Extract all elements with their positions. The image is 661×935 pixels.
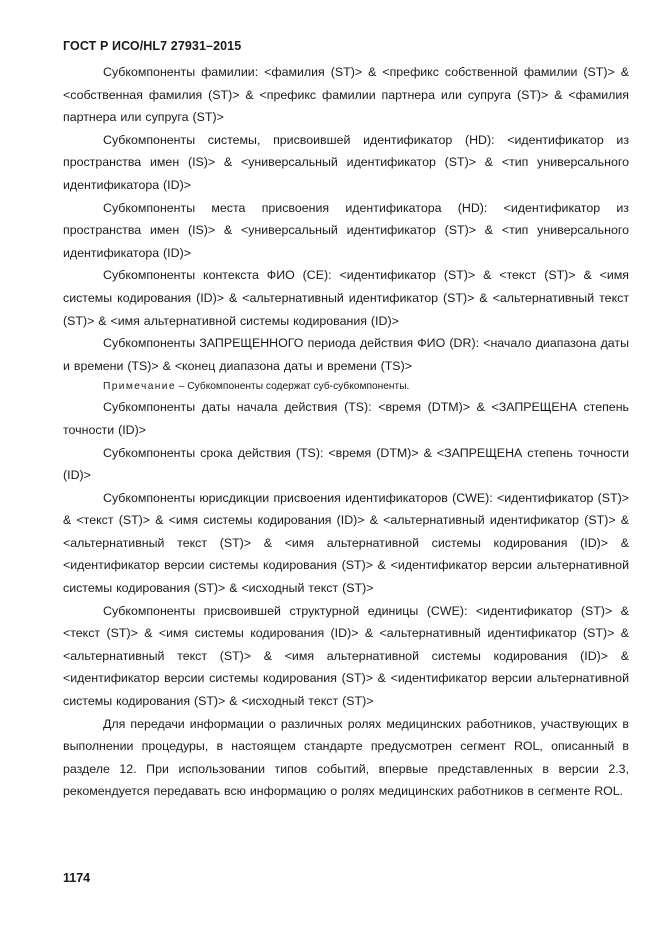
standard-header: ГОСТ Р ИСО/HL7 27931–2015 xyxy=(63,39,242,53)
paragraph-name-context-subcomponents: Субкомпоненты контекста ФИО (CE): <идентификатор (ST)> & <текст (ST)> & <имя системы кодирования (ID)> & <альтернативный идентификатор (ST)> & <альтернативный текст (ST)> & <имя альтернативной системы кодирования (ID)> xyxy=(63,268,629,328)
paragraph-name-validity-range-subcomponents: Субкомпоненты ЗАПРЕЩЕННОГО периода действия ФИО (DR): <начало диапазона даты и времени (TS)> & <конец диапазона даты и времени (TS)> xyxy=(63,336,629,373)
paragraph-surname-subcomponents: Субкомпоненты фамилии: <фамилия (ST)> & <префикс собственной фамилии (ST)> & <собственная фамилия (ST)> & <префикс фамилии партнера или супруга (ST)> & <фамилия партнера или супруга (ST)> xyxy=(63,65,629,125)
note-label: Примечание xyxy=(103,381,176,393)
paragraph-expiration-date-subcomponents: Субкомпоненты срока действия (TS): <время (DTM)> & <ЗАПРЕЩЕНА степень точности (ID)> xyxy=(63,445,629,483)
paragraph-effective-date-subcomponents: Субкомпоненты даты начала действия (TS): <время (DTM)> & <ЗАПРЕЩЕНА степень точности (ID)> xyxy=(63,400,629,437)
document-body xyxy=(63,61,629,803)
paragraph-assigning-system-subcomponents: Субкомпоненты системы, присвоившей идентификатор (HD): <идентификатор из пространства имен (IS)> & <универсальный идентификатор (ST)> & <тип универсального идентификатора (ID)> xyxy=(63,132,629,192)
paragraph-jurisdiction-subcomponents: Субкомпоненты юрисдикции присвоения идентификаторов (CWE): <идентификатор (ST)> & <текст (ST)> & <имя системы кодирования (ID)> & <альтернативный идентификатор (ST)> & <альтернативный текст (ST)> & <имя альтернативной системы кодирования (ID)> & <идентификатор версии системы кодирования (ST)> & <идентификатор версии альтернативной системы кодирования (ST)> & <исходный текст (ST)> xyxy=(63,490,629,596)
note-text: – Субкомпоненты содержат суб-субкомпоненты. xyxy=(175,381,410,393)
paragraph-assigning-unit-subcomponents: Субкомпоненты присвоившей структурной единицы (CWE): <идентификатор (ST)> & <текст (ST)> & <имя системы кодирования (ID)> & <альтернативный идентификатор (ST)> & <альтернативный текст (ST)> & <имя альтернативной системы кодирования (ID)> & <идентификатор версии системы кодирования (ST)> & <идентификатор версии альтернативной системы кодирования (ST)> & <исходный текст (ST)> xyxy=(63,603,629,709)
note xyxy=(63,377,629,396)
paragraph-assigning-facility-subcomponents: Субкомпоненты места присвоения идентификатора (HD): <идентификатор из пространства имен (IS)> & <универсальный идентификатор (ST)> & <тип универсального идентификатора (ID)> xyxy=(63,200,629,260)
page-number: 1174 xyxy=(63,871,91,885)
paragraph-rol-segment: Для передачи информации о различных ролях медицинских работников, участвующих в выполнении процедуры, в настоящем стандарте предусмотрен сегмент ROL, описанный в разделе 12. При использовании типов событий, впервые представленных в версии 2.3, рекомендуется передавать всю информацию о ролях медицинских работников в сегменте ROL. xyxy=(63,716,629,799)
